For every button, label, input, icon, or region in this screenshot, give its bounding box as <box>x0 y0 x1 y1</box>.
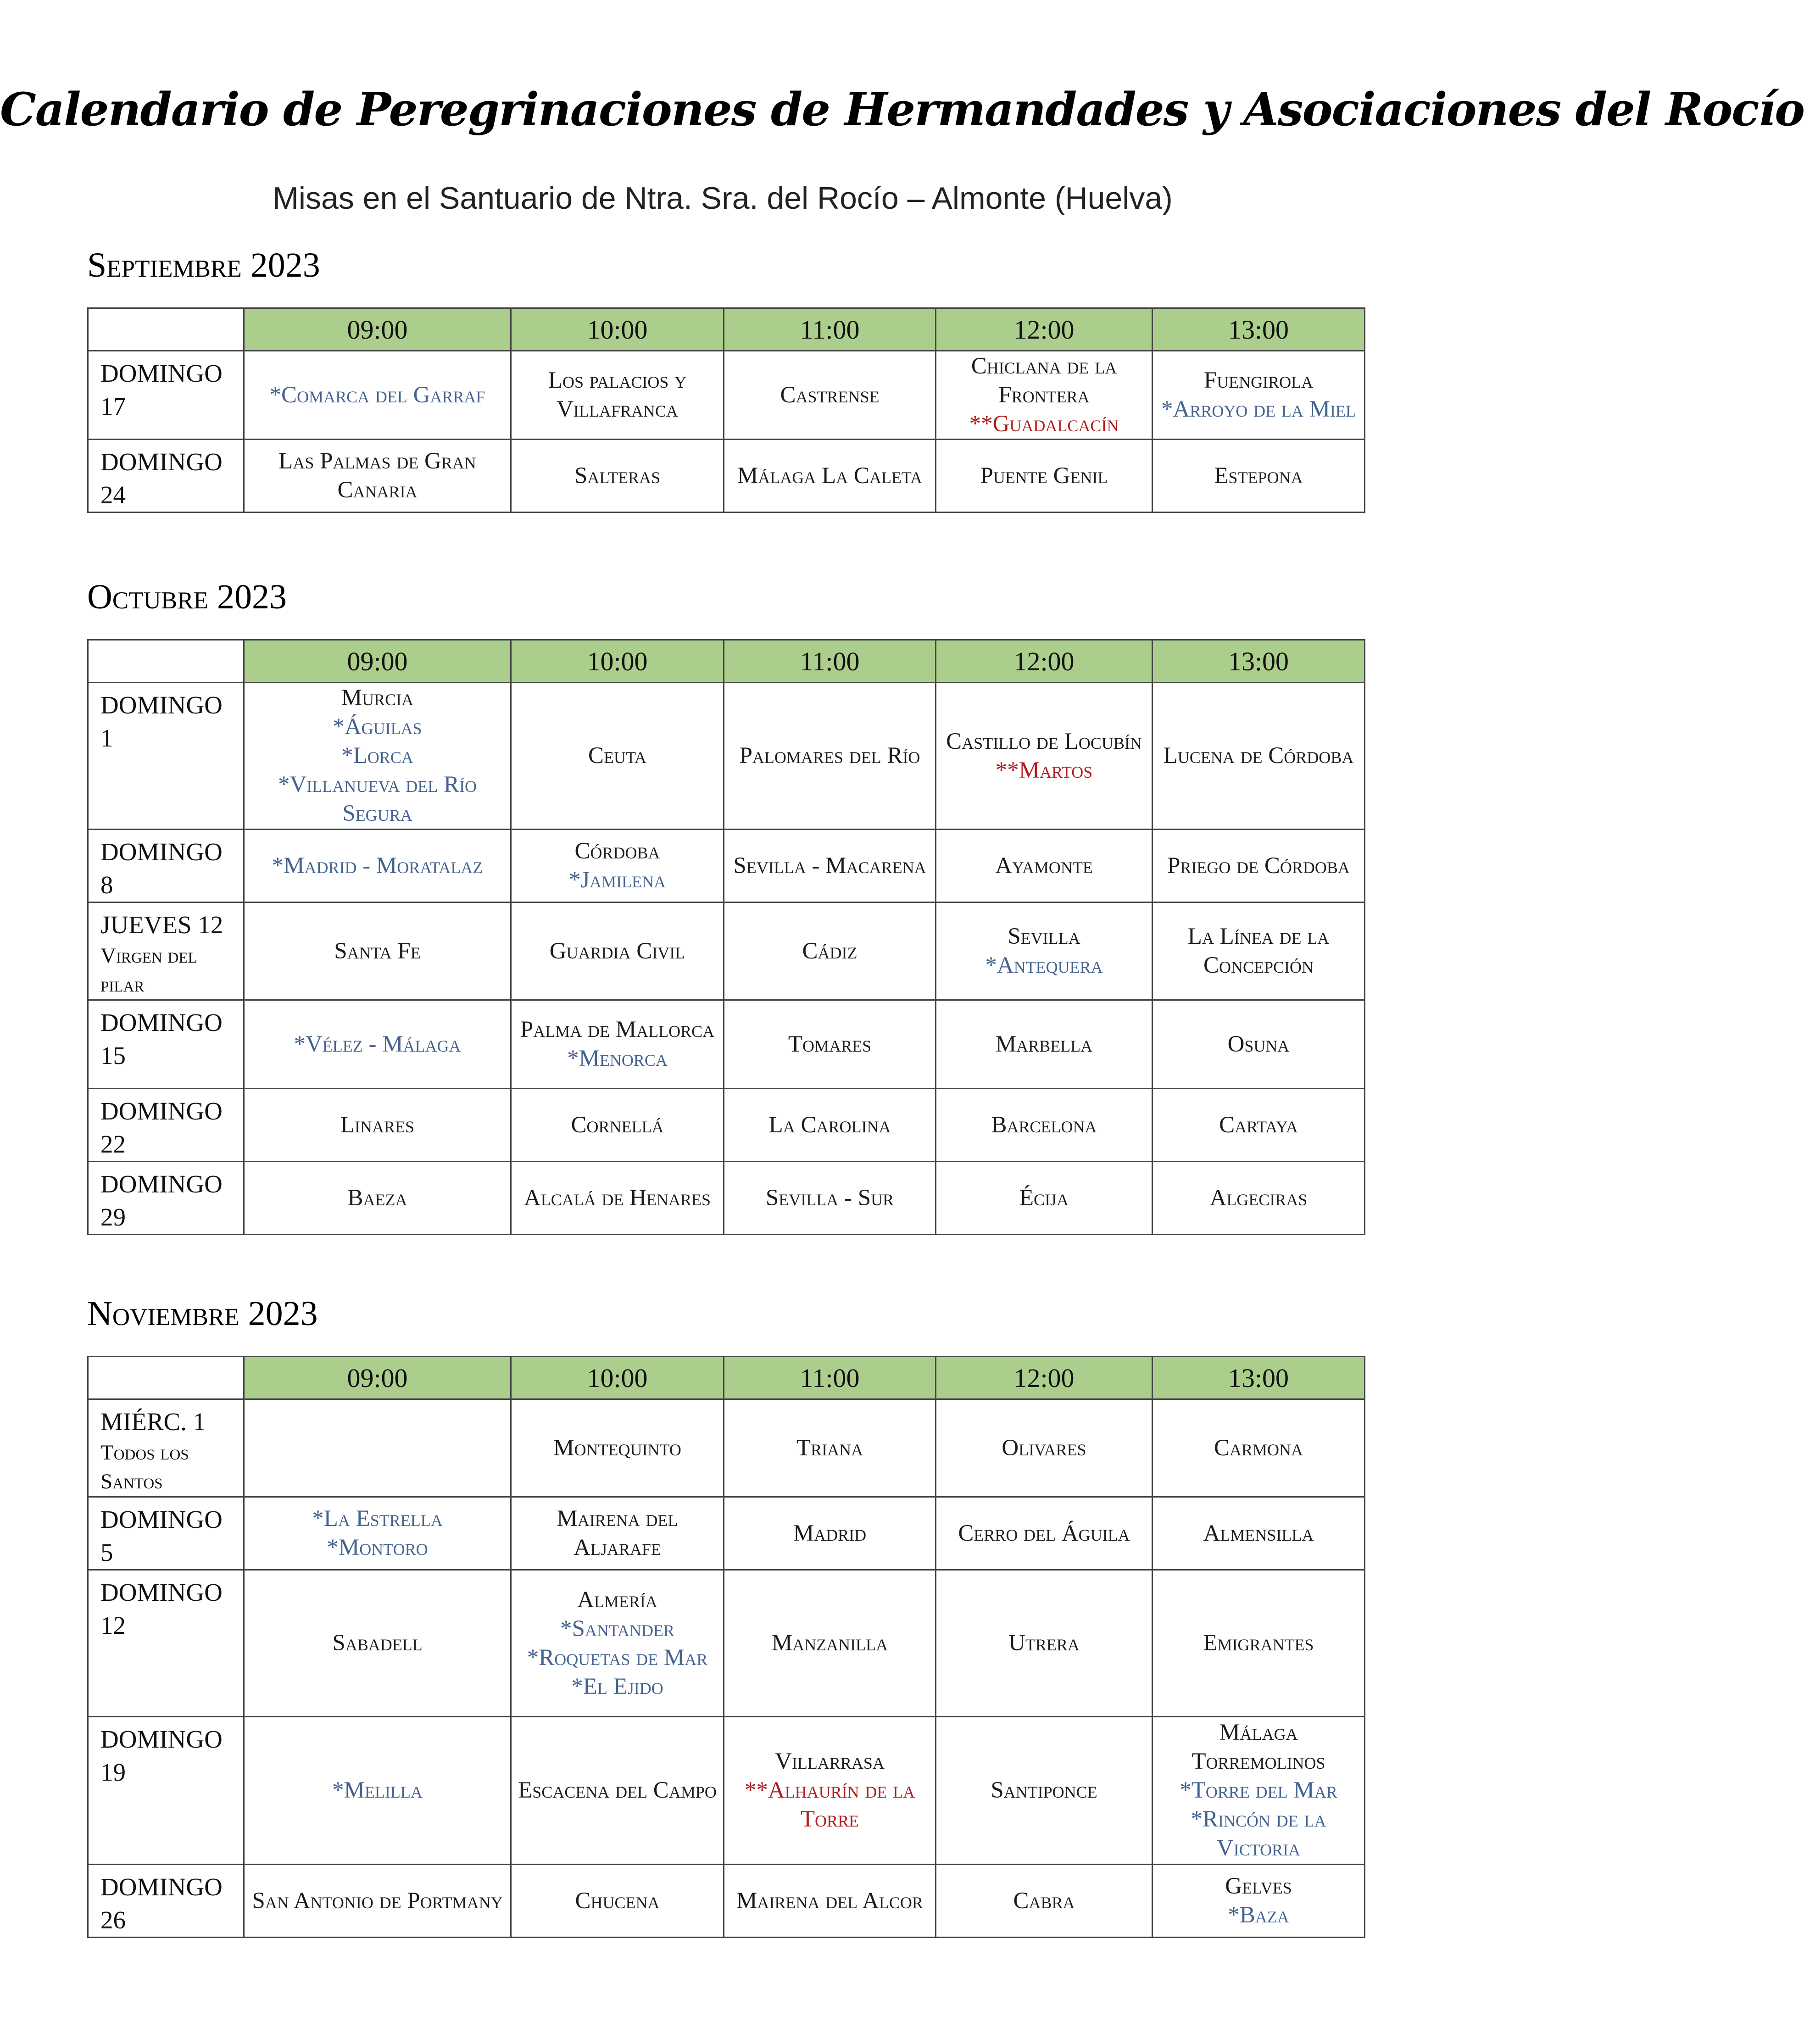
page-subtitle: Misas en el Santuario de Ntra. Sra. del Rocío – Almonte (Huelva) <box>273 181 1173 216</box>
time-header: 10:00 <box>511 308 724 351</box>
table-row <box>88 683 1365 830</box>
day-cell <box>88 1717 244 1865</box>
brotherhood-entry: Salteras <box>574 462 661 489</box>
brotherhood-entry: Málaga Torremolinos <box>1192 1720 1325 1774</box>
brotherhood-entry: Palomares del Río <box>739 743 920 769</box>
schedule-cell <box>936 1089 1153 1162</box>
table-row <box>88 1570 1365 1717</box>
schedule-cell <box>244 1089 511 1162</box>
brotherhood-entry: Priego de Córdoba <box>1167 852 1350 879</box>
schedule-cell <box>244 440 511 512</box>
time-header: 13:00 <box>1153 1357 1365 1399</box>
schedule-cell <box>724 902 936 1000</box>
schedule-cell <box>244 830 511 902</box>
schedule-table-noviembre <box>87 1356 1365 1938</box>
time-header: 12:00 <box>936 640 1153 683</box>
day-cell <box>88 1000 244 1089</box>
brotherhood-entry: *Jamilena <box>568 867 666 893</box>
day-number: 29 <box>100 1203 126 1231</box>
month-heading-noviembre: Noviembre 2023 <box>87 1294 318 1333</box>
brotherhood-entry: Écija <box>1019 1185 1069 1211</box>
brotherhood-entry: Cerro del Águila <box>958 1520 1130 1546</box>
brotherhood-entry: Guardia Civil <box>549 938 685 964</box>
schedule-cell <box>1153 1570 1365 1717</box>
day-label: DOMINGO <box>100 359 223 387</box>
brotherhood-entry: *Madrid - Moratalaz <box>272 852 483 879</box>
schedule-cell <box>511 1089 724 1162</box>
schedule-cell <box>1153 1399 1365 1497</box>
schedule-cell <box>244 1162 511 1235</box>
schedule-cell <box>936 1570 1153 1717</box>
day-cell <box>88 683 244 830</box>
schedule-cell <box>244 1399 511 1497</box>
schedule-cell <box>511 440 724 512</box>
brotherhood-entry: *La Estrella <box>312 1506 443 1532</box>
brotherhood-entry: **Martos <box>995 757 1093 783</box>
table-row <box>88 440 1365 512</box>
brotherhood-entry: Cartaya <box>1219 1112 1298 1138</box>
brotherhood-entry: *Santander <box>560 1615 674 1642</box>
brotherhood-entry: Los palacios y Villafranca <box>548 368 687 422</box>
time-header: 13:00 <box>1153 308 1365 351</box>
schedule-cell <box>1153 1162 1365 1235</box>
schedule-cell <box>724 830 936 902</box>
day-note: Virgen del pilar <box>100 944 197 997</box>
schedule-cell <box>511 1865 724 1938</box>
month-heading-septiembre: Septiembre 2023 <box>87 246 320 284</box>
schedule-cell <box>1153 1497 1365 1570</box>
schedule-cell <box>244 1000 511 1089</box>
schedule-cell <box>1153 830 1365 902</box>
day-cell <box>88 1497 244 1570</box>
brotherhood-entry: Tomares <box>788 1031 872 1057</box>
header-row <box>88 640 1365 683</box>
brotherhood-entry: Chiclana de la Frontera <box>971 353 1117 408</box>
day-label: DOMINGO <box>100 1578 223 1606</box>
day-number: 17 <box>100 392 126 420</box>
day-label: JUEVES 12 <box>100 911 223 939</box>
brotherhood-entry: Barcelona <box>991 1112 1097 1138</box>
brotherhood-entry: *Menorca <box>567 1046 668 1071</box>
brotherhood-entry: *Villanueva del Río Segura <box>278 772 477 826</box>
schedule-cell <box>1153 351 1365 440</box>
brotherhood-entry: Baeza <box>347 1185 407 1211</box>
brotherhood-entry: Linares <box>340 1112 415 1138</box>
header-row <box>88 1357 1365 1399</box>
brotherhood-entry: Murcia <box>341 685 414 711</box>
brotherhood-entry: Cabra <box>1013 1888 1075 1914</box>
brotherhood-entry: Osuna <box>1227 1031 1290 1057</box>
schedule-cell <box>1153 1865 1365 1938</box>
schedule-cell <box>724 1570 936 1717</box>
time-header: 11:00 <box>724 1357 936 1399</box>
brotherhood-entry: Carmona <box>1214 1435 1303 1461</box>
brotherhood-entry: Emigrantes <box>1203 1630 1314 1656</box>
time-header: 09:00 <box>244 1357 511 1399</box>
day-cell <box>88 440 244 512</box>
day-label: DOMINGO <box>100 1008 223 1036</box>
brotherhood-entry: Almensilla <box>1203 1520 1314 1546</box>
schedule-cell <box>724 1497 936 1570</box>
table-row <box>88 351 1365 440</box>
brotherhood-entry: Madrid <box>793 1520 867 1546</box>
schedule-cell <box>244 683 511 830</box>
brotherhood-entry: Mairena del Alcor <box>736 1888 923 1914</box>
schedule-cell <box>511 351 724 440</box>
schedule-cell <box>511 1162 724 1235</box>
schedule-cell <box>244 1497 511 1570</box>
brotherhood-entry: Marbella <box>995 1031 1093 1057</box>
schedule-cell <box>724 1162 936 1235</box>
day-number: 22 <box>100 1130 126 1158</box>
time-header: 10:00 <box>511 640 724 683</box>
schedule-cell <box>244 351 511 440</box>
schedule-cell <box>936 683 1153 830</box>
day-label: DOMINGO <box>100 1873 223 1901</box>
time-header: 11:00 <box>724 308 936 351</box>
schedule-cell <box>1153 1717 1365 1865</box>
brotherhood-entry: Santa Fe <box>334 938 421 964</box>
schedule-cell <box>724 351 936 440</box>
brotherhood-entry: *Montoro <box>327 1535 428 1560</box>
brotherhood-entry: Sevilla <box>1008 924 1080 949</box>
schedule-cell <box>936 1000 1153 1089</box>
day-label: DOMINGO <box>100 1505 223 1533</box>
schedule-cell <box>1153 902 1365 1000</box>
day-number: 1 <box>100 724 113 752</box>
brotherhood-entry: Utrera <box>1008 1630 1080 1656</box>
brotherhood-entry: Almería <box>577 1587 657 1613</box>
schedule-cell <box>936 830 1153 902</box>
schedule-cell <box>1153 440 1365 512</box>
brotherhood-entry: Escacena del Campo <box>518 1777 717 1803</box>
day-note: Todos los Santos <box>100 1441 189 1493</box>
day-label: DOMINGO <box>100 1097 223 1125</box>
day-label: DOMINGO <box>100 691 223 719</box>
brotherhood-entry: Cornellá <box>571 1112 664 1138</box>
schedule-cell <box>936 1717 1153 1865</box>
brotherhood-entry: Villarrasa <box>775 1749 885 1774</box>
schedule-cell <box>511 1399 724 1497</box>
brotherhood-entry: Ceuta <box>588 743 647 769</box>
brotherhood-entry: Castillo de Locubín <box>946 728 1142 754</box>
schedule-cell <box>1153 1000 1365 1089</box>
day-label: MIÉRC. 1 <box>100 1408 206 1436</box>
day-number: 12 <box>100 1611 126 1639</box>
brotherhood-entry: *El Ejido <box>571 1673 663 1699</box>
day-cell <box>88 1162 244 1235</box>
day-number: 19 <box>100 1758 126 1786</box>
header-corner-cell <box>88 640 244 683</box>
table-row <box>88 1399 1365 1497</box>
day-number: 8 <box>100 871 113 899</box>
table-row <box>88 1162 1365 1235</box>
brotherhood-entry: *Comarca del Garraf <box>269 382 485 408</box>
brotherhood-entry: Castrense <box>780 382 880 408</box>
day-cell <box>88 1089 244 1162</box>
schedule-cell <box>511 830 724 902</box>
brotherhood-entry: *Antequera <box>985 952 1103 978</box>
schedule-cell <box>724 440 936 512</box>
brotherhood-entry: Fuengirola <box>1203 368 1314 393</box>
table-row <box>88 1000 1365 1089</box>
day-number: 24 <box>100 481 126 509</box>
schedule-cell <box>511 1000 724 1089</box>
header-row <box>88 308 1365 351</box>
schedule-cell <box>724 1399 936 1497</box>
brotherhood-entry: Córdoba <box>574 838 660 864</box>
brotherhood-entry: Alcalá de Henares <box>523 1185 711 1211</box>
brotherhood-entry: *Arroyo de la Miel <box>1161 396 1356 422</box>
brotherhood-entry: Málaga La Caleta <box>737 462 923 489</box>
brotherhood-entry: Sevilla - Sur <box>765 1185 894 1211</box>
schedule-cell <box>936 1162 1153 1235</box>
time-header: 11:00 <box>724 640 936 683</box>
time-header: 09:00 <box>244 308 511 351</box>
schedule-cell <box>936 1497 1153 1570</box>
schedule-cell <box>244 1717 511 1865</box>
schedule-cell <box>724 1089 936 1162</box>
schedule-cell <box>724 1865 936 1938</box>
schedule-cell <box>244 1865 511 1938</box>
brotherhood-entry: Algeciras <box>1209 1185 1308 1211</box>
schedule-cell <box>1153 1089 1365 1162</box>
table-row <box>88 1089 1365 1162</box>
day-label: DOMINGO <box>100 1725 223 1753</box>
schedule-cell <box>511 1570 724 1717</box>
header-corner-cell <box>88 1357 244 1399</box>
time-header: 09:00 <box>244 640 511 683</box>
day-cell <box>88 351 244 440</box>
brotherhood-entry: *Águilas <box>333 714 422 740</box>
schedule-cell <box>511 1497 724 1570</box>
schedule-cell <box>936 440 1153 512</box>
day-number: 5 <box>100 1538 113 1566</box>
schedule-cell <box>936 1399 1153 1497</box>
schedule-cell <box>511 683 724 830</box>
brotherhood-entry: **Guadalcacín <box>969 411 1119 437</box>
brotherhood-entry: La Carolina <box>768 1112 891 1138</box>
day-cell <box>88 902 244 1000</box>
brotherhood-entry: *Melilla <box>332 1777 423 1803</box>
day-number: 26 <box>100 1906 126 1934</box>
time-header: 13:00 <box>1153 640 1365 683</box>
schedule-cell <box>244 1570 511 1717</box>
time-header: 12:00 <box>936 308 1153 351</box>
page-title: Calendario de Peregrinaciones de Hermandades y Asociaciones del Rocío <box>0 83 1804 136</box>
table-row <box>88 1497 1365 1570</box>
brotherhood-entry: *Roquetas de Mar <box>527 1644 708 1671</box>
schedule-cell <box>936 1865 1153 1938</box>
day-label: DOMINGO <box>100 1170 223 1198</box>
brotherhood-entry: Puente Genil <box>980 462 1108 489</box>
brotherhood-entry: Chucena <box>575 1888 660 1914</box>
schedule-cell <box>511 902 724 1000</box>
brotherhood-entry: San Antonio de Portmany <box>252 1888 503 1914</box>
brotherhood-entry: Gelves <box>1225 1873 1292 1899</box>
brotherhood-entry: **Alhaurín de la Torre <box>744 1777 915 1832</box>
brotherhood-entry: Mairena del Aljarafe <box>557 1506 678 1560</box>
table-row <box>88 902 1365 1000</box>
schedule-cell <box>1153 683 1365 830</box>
brotherhood-entry: Manzanilla <box>771 1630 888 1656</box>
table-row <box>88 830 1365 902</box>
day-cell <box>88 1399 244 1497</box>
schedule-cell <box>724 1717 936 1865</box>
brotherhood-entry: *Baza <box>1228 1902 1289 1928</box>
brotherhood-entry: La Línea de la Concepción <box>1187 924 1330 978</box>
time-header: 10:00 <box>511 1357 724 1399</box>
brotherhood-entry: Triana <box>796 1435 863 1461</box>
brotherhood-entry: Las Palmas de Gran Canaria <box>278 448 476 503</box>
brotherhood-entry: Cádiz <box>802 938 857 964</box>
header-corner-cell <box>88 308 244 351</box>
brotherhood-entry: Montequinto <box>553 1435 681 1461</box>
brotherhood-entry: Olivares <box>1002 1435 1086 1461</box>
brotherhood-entry: *Vélez - Málaga <box>294 1031 461 1057</box>
brotherhood-entry: *Torre del Mar <box>1180 1777 1337 1803</box>
brotherhood-entry: Estepona <box>1214 462 1303 489</box>
table-row <box>88 1717 1365 1865</box>
schedule-cell <box>936 902 1153 1000</box>
brotherhood-entry: *Lorca <box>341 743 413 769</box>
table-row <box>88 1865 1365 1938</box>
schedule-table-octubre <box>87 639 1365 1235</box>
schedule-cell <box>724 683 936 830</box>
month-heading-octubre: Octubre 2023 <box>87 578 287 616</box>
schedule-cell <box>936 351 1153 440</box>
brotherhood-entry: *Rincón de la Victoria <box>1191 1806 1326 1861</box>
brotherhood-entry: Sabadell <box>332 1630 423 1656</box>
day-cell <box>88 830 244 902</box>
brotherhood-entry: Palma de Mallorca <box>520 1017 715 1042</box>
time-header: 12:00 <box>936 1357 1153 1399</box>
schedule-cell <box>511 1717 724 1865</box>
brotherhood-entry: Lucena de Córdoba <box>1163 743 1354 769</box>
schedule-table-septiembre <box>87 307 1365 513</box>
brotherhood-entry: Sevilla - Macarena <box>733 852 926 879</box>
day-cell <box>88 1865 244 1938</box>
day-cell <box>88 1570 244 1717</box>
brotherhood-entry: Santiponce <box>991 1777 1097 1803</box>
day-label: DOMINGO <box>100 838 223 866</box>
schedule-cell <box>724 1000 936 1089</box>
schedule-cell <box>244 902 511 1000</box>
day-label: DOMINGO <box>100 448 223 476</box>
day-number: 15 <box>100 1041 126 1069</box>
brotherhood-entry: Ayamonte <box>995 852 1093 879</box>
